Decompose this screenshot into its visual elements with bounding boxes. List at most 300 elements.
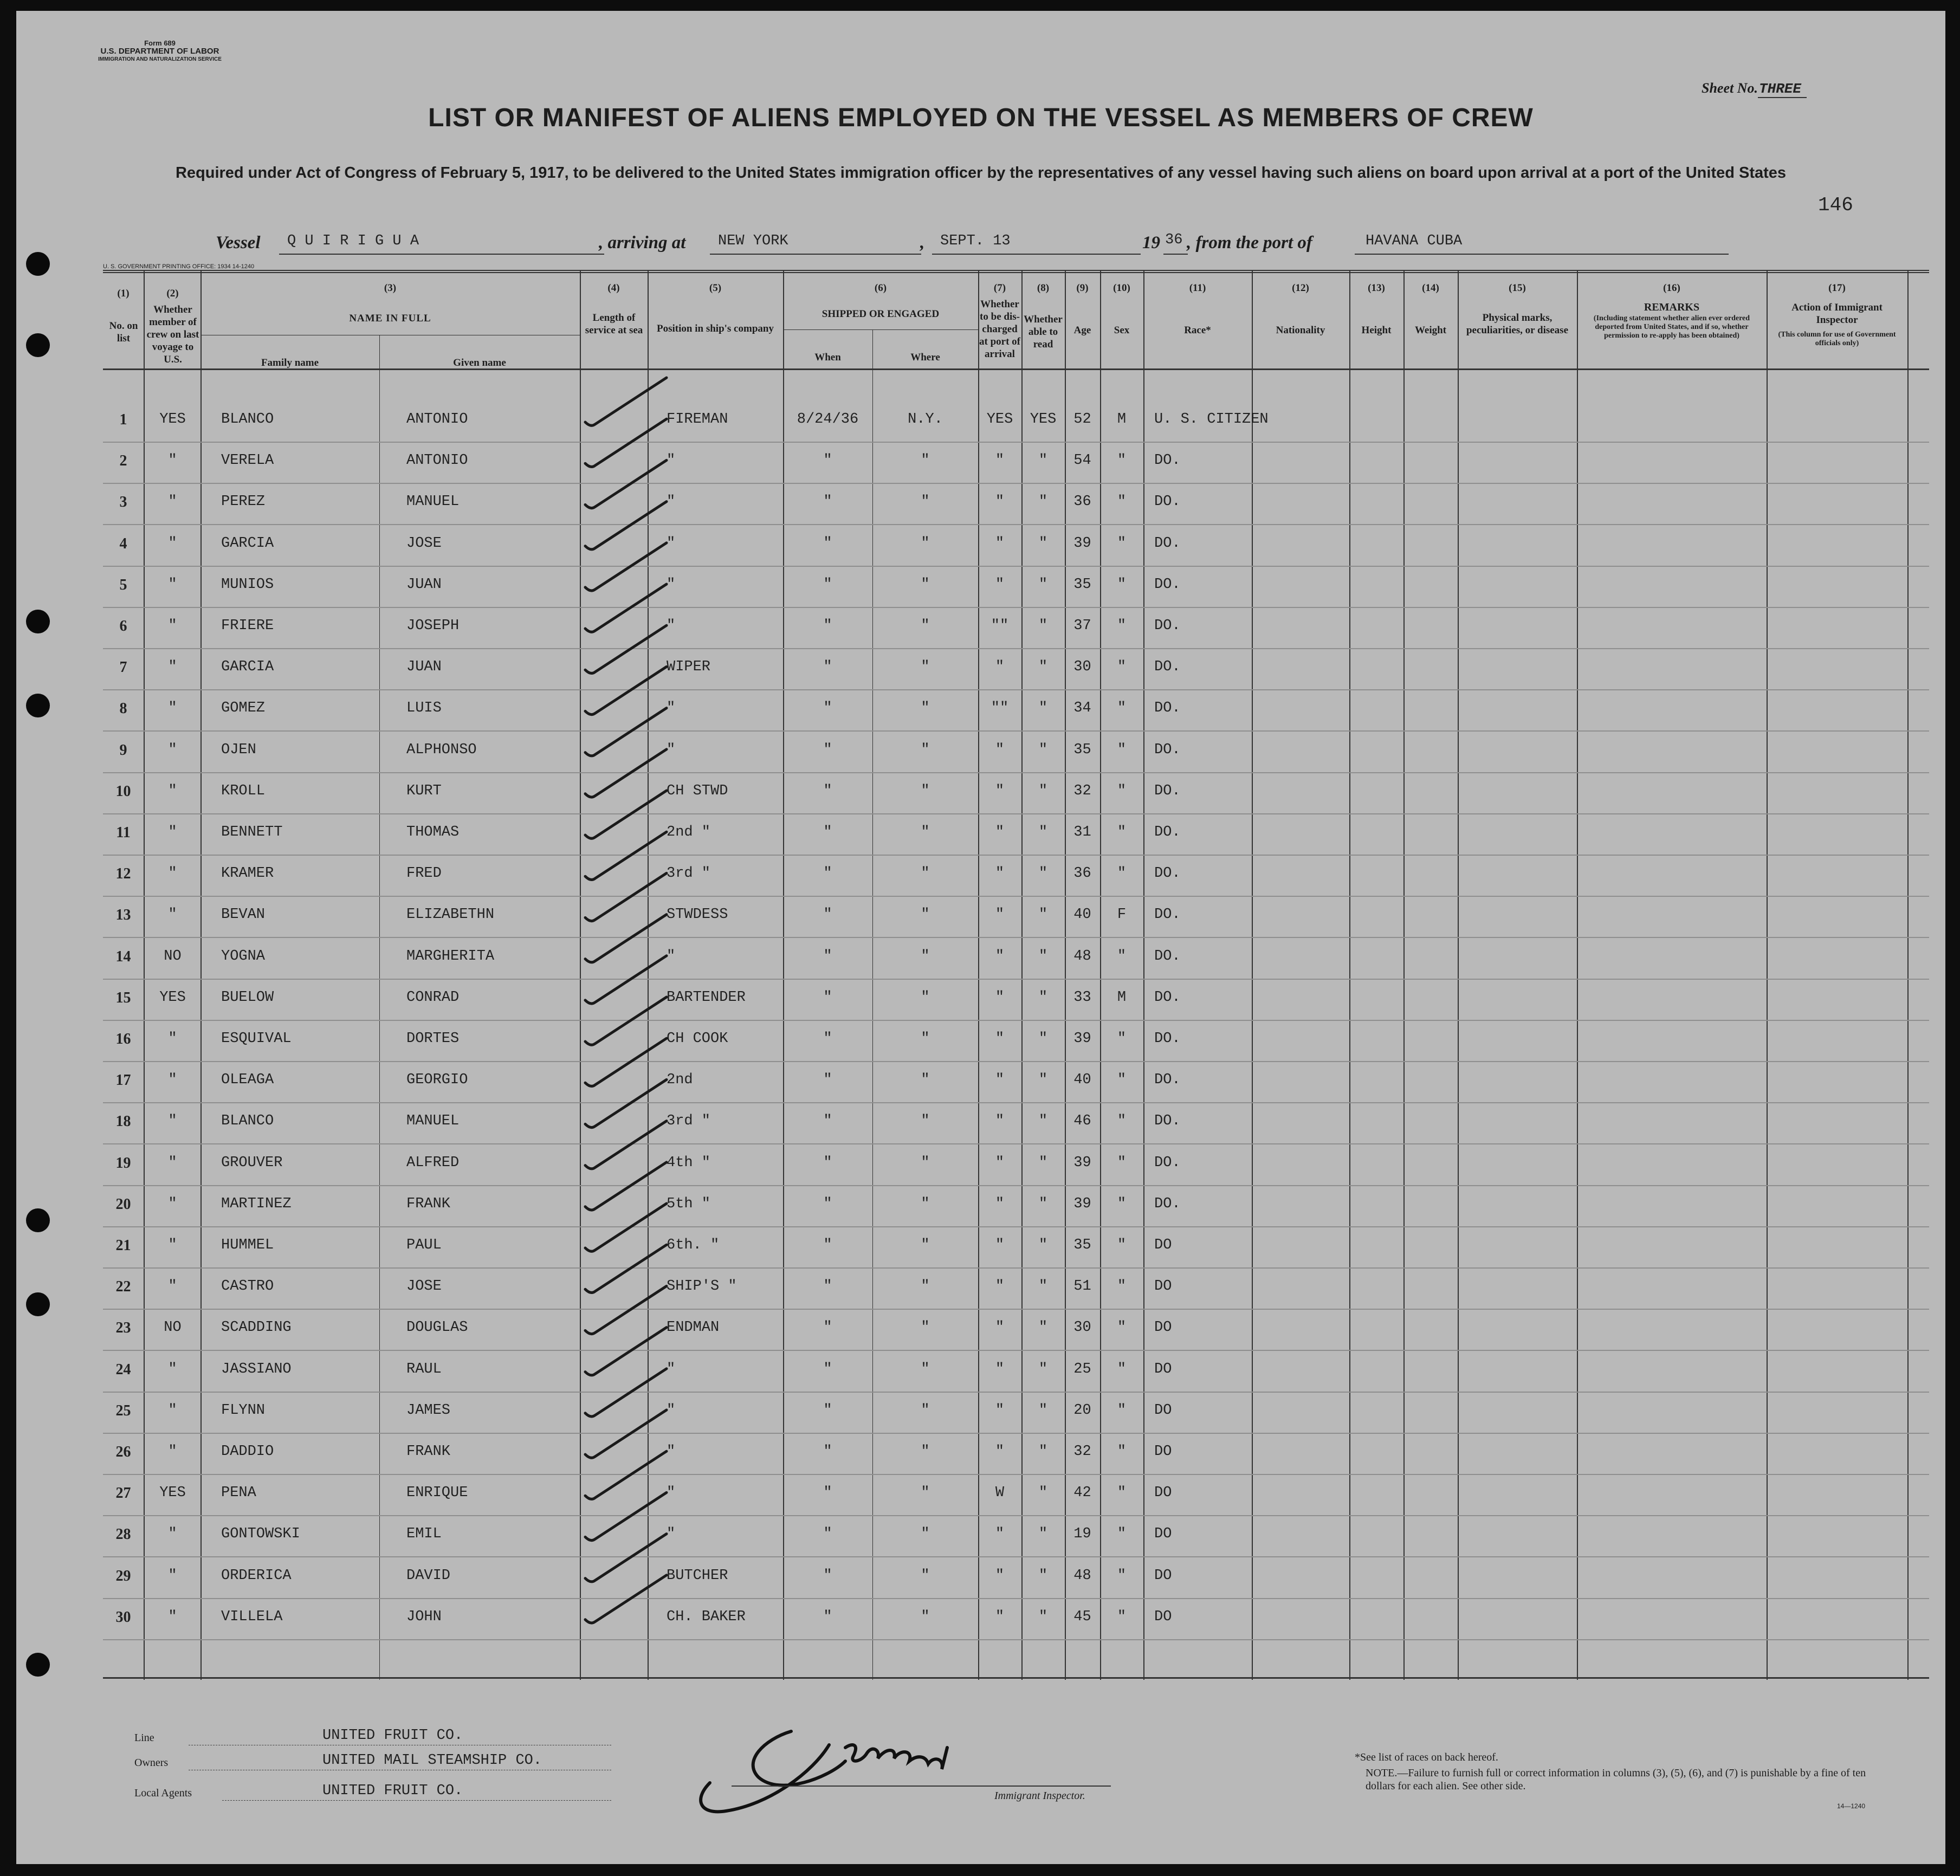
cell-sex: "	[1117, 1568, 1127, 1584]
sheet-number-label: Sheet No.THREE	[1702, 80, 1807, 97]
check-mark	[585, 1121, 667, 1169]
cell-family-name: PEREZ	[221, 494, 266, 510]
cell-position: FIREMAN	[667, 411, 728, 428]
cell-discharged: ""	[991, 618, 1009, 634]
check-mark	[585, 915, 667, 962]
cell-position: CH STWD	[667, 783, 728, 799]
cell-position: "	[667, 700, 676, 716]
cell-race: DO.	[1154, 907, 1181, 923]
cell-race: U. S. CITIZEN	[1154, 411, 1269, 428]
col-num-11: (11)	[1189, 282, 1206, 294]
col-header-height: Height	[1361, 325, 1392, 336]
cell-where: "	[921, 783, 930, 799]
cell-when: "	[823, 1319, 832, 1336]
cell-discharged: "	[995, 989, 1005, 1006]
cell-family-name: OJEN	[221, 742, 256, 758]
cell-age: 39	[1073, 1031, 1091, 1047]
cell-given-name: CONRAD	[406, 989, 460, 1006]
agents-label: Local Agents	[134, 1787, 192, 1799]
cell-age: 32	[1073, 783, 1091, 799]
form-number: Form 689	[144, 39, 176, 47]
cell-family-name: VILLELA	[221, 1609, 283, 1625]
cell-race: DO	[1154, 1568, 1172, 1584]
cell-where: "	[921, 1072, 930, 1088]
cell-when: "	[823, 535, 832, 552]
cell-discharged: "	[995, 907, 1005, 923]
cell-given-name: PAUL	[406, 1237, 442, 1253]
cell-family-name: VERELA	[221, 452, 274, 469]
cell-previous-voyage: "	[168, 1444, 177, 1460]
cell-read: "	[1038, 1031, 1048, 1047]
cell-given-name: ALPHONSO	[406, 742, 477, 758]
cell-read: "	[1038, 1155, 1048, 1171]
cell-given-name: ALFRED	[406, 1155, 460, 1171]
cell-sex: "	[1117, 1444, 1127, 1460]
cell-discharged: "	[995, 783, 1005, 799]
cell-position: 5th "	[667, 1196, 711, 1212]
cell-where: "	[921, 1237, 930, 1253]
cell-discharged: "	[995, 1031, 1005, 1047]
cell-previous-voyage: YES	[159, 411, 186, 428]
cell-family-name: FLYNN	[221, 1402, 266, 1419]
cell-when: "	[823, 618, 832, 634]
cell-position: "	[667, 742, 676, 758]
cell-age: 51	[1073, 1278, 1091, 1295]
cell-sex: "	[1117, 1485, 1127, 1501]
cell-race: DO.	[1154, 535, 1181, 552]
check-mark	[585, 460, 667, 508]
check-mark	[585, 749, 667, 797]
cell-age: 25	[1073, 1361, 1091, 1377]
cell-previous-voyage: YES	[159, 1485, 186, 1501]
cell-when: "	[823, 742, 832, 758]
cell-read: YES	[1030, 411, 1057, 428]
cell-read: "	[1038, 1113, 1048, 1129]
cell-race: DO.	[1154, 742, 1181, 758]
cell-position: BUTCHER	[667, 1568, 728, 1584]
col-header-shipped: SHIPPED OR ENGAGED	[821, 308, 940, 320]
cell-family-name: KROLL	[221, 783, 266, 799]
row-number: 15	[115, 989, 131, 1006]
cell-sex: M	[1117, 411, 1127, 428]
cell-where: "	[921, 1196, 930, 1212]
cell-sex: "	[1117, 577, 1127, 593]
cell-where: "	[921, 948, 930, 965]
cell-read: "	[1038, 948, 1048, 965]
col-num-6: (6)	[874, 282, 887, 294]
cell-given-name: JOHN	[406, 1609, 442, 1625]
cell-when: "	[823, 1402, 832, 1419]
cell-family-name: PENA	[221, 1485, 256, 1501]
cell-sex: "	[1117, 494, 1127, 510]
line-value: UNITED FRUIT CO.	[322, 1728, 463, 1744]
cell-position: CH. BAKER	[667, 1609, 746, 1625]
cell-previous-voyage: "	[168, 1072, 177, 1088]
cell-sex: "	[1117, 742, 1127, 758]
cell-age: 20	[1073, 1402, 1091, 1419]
binder-hole	[26, 1208, 50, 1232]
row-number: 9	[119, 742, 127, 759]
row-number: 7	[119, 659, 127, 676]
cell-race: DO.	[1154, 1072, 1181, 1088]
cell-race: DO.	[1154, 1155, 1181, 1171]
cell-where: "	[921, 907, 930, 923]
cell-previous-voyage: "	[168, 1278, 177, 1295]
arriving-port: NEW YORK	[718, 233, 788, 249]
cell-where: "	[921, 1278, 930, 1295]
cell-age: 52	[1073, 411, 1091, 428]
cell-where: "	[921, 1319, 930, 1336]
cell-previous-voyage: "	[168, 659, 177, 675]
cell-race: DO	[1154, 1526, 1172, 1542]
cell-given-name: ANTONIO	[406, 452, 468, 469]
printing-info: U. S. GOVERNMENT PRINTING OFFICE: 1934 14-1240	[103, 263, 255, 270]
cell-previous-voyage: "	[168, 1402, 177, 1419]
row-number: 26	[115, 1444, 131, 1460]
check-mark	[585, 1038, 667, 1086]
cell-given-name: DORTES	[406, 1031, 460, 1047]
cell-previous-voyage: "	[168, 618, 177, 634]
cell-age: 46	[1073, 1113, 1091, 1129]
cell-family-name: GARCIA	[221, 659, 274, 675]
check-mark	[585, 584, 667, 632]
cell-read: "	[1038, 1526, 1048, 1542]
cell-given-name: THOMAS	[406, 824, 460, 840]
col-num-2: (2)	[166, 288, 179, 299]
check-mark	[585, 419, 667, 467]
cell-discharged: "	[995, 948, 1005, 965]
cell-given-name: RAUL	[406, 1361, 442, 1377]
cell-age: 31	[1073, 824, 1091, 840]
cell-position: STWDESS	[667, 907, 728, 923]
cell-when: "	[823, 1568, 832, 1584]
cell-previous-voyage: "	[168, 1196, 177, 1212]
row-number: 6	[119, 618, 127, 635]
col-header-service: Length of service at sea	[585, 312, 643, 336]
check-mark	[585, 667, 667, 714]
cell-family-name: DADDIO	[221, 1444, 274, 1460]
cell-when: "	[823, 783, 832, 799]
check-mark	[585, 708, 667, 756]
col-header-inspector-note: (This column for use of Government officials only)	[1778, 331, 1896, 347]
cell-read: "	[1038, 618, 1048, 634]
cell-previous-voyage: "	[168, 1526, 177, 1542]
cell-age: 40	[1073, 907, 1091, 923]
vessel-name: Q U I R I G U A	[287, 233, 419, 249]
col-num-17: (17)	[1828, 282, 1846, 294]
cell-sex: "	[1117, 1113, 1127, 1129]
col-header-read: Whether able to read	[1024, 314, 1063, 350]
cell-family-name: MARTINEZ	[221, 1196, 292, 1212]
cell-discharged: YES	[986, 411, 1013, 428]
cell-sex: "	[1117, 1319, 1127, 1336]
cell-read: "	[1038, 659, 1048, 675]
cell-where: "	[921, 535, 930, 552]
cell-sex: M	[1117, 989, 1127, 1006]
cell-previous-voyage: "	[168, 783, 177, 799]
cell-family-name: BLANCO	[221, 1113, 274, 1129]
year-prefix: 19	[1142, 233, 1160, 253]
cell-race: DO.	[1154, 494, 1181, 510]
cell-race: DO	[1154, 1361, 1172, 1377]
cell-sex: "	[1117, 535, 1127, 552]
cell-family-name: BLANCO	[221, 411, 274, 428]
cell-given-name: KURT	[406, 783, 442, 799]
cell-read: "	[1038, 700, 1048, 716]
cell-discharged: "	[995, 1319, 1005, 1336]
col-num-9: (9)	[1076, 282, 1089, 294]
cell-discharged: "	[995, 577, 1005, 593]
cell-when: "	[823, 1609, 832, 1625]
cell-given-name: ENRIQUE	[406, 1485, 468, 1501]
cell-given-name: FRANK	[406, 1444, 451, 1460]
cell-position: "	[667, 1526, 676, 1542]
cell-position: SHIP'S "	[667, 1278, 737, 1295]
cell-where: "	[921, 1444, 930, 1460]
cell-position: 3rd "	[667, 1113, 711, 1129]
cell-given-name: DAVID	[406, 1568, 451, 1584]
cell-where: "	[921, 1485, 930, 1501]
cell-race: DO.	[1154, 618, 1181, 634]
cell-when: "	[823, 1113, 832, 1129]
cell-previous-voyage: "	[168, 1031, 177, 1047]
cell-discharged: "	[995, 535, 1005, 552]
cell-sex: F	[1117, 907, 1127, 923]
cell-age: 35	[1073, 577, 1091, 593]
cell-read: "	[1038, 1568, 1048, 1584]
cell-position: WIPER	[667, 659, 711, 675]
agents-value: UNITED FRUIT CO.	[322, 1783, 463, 1799]
cell-family-name: JASSIANO	[221, 1361, 292, 1377]
cell-sex: "	[1117, 1072, 1127, 1088]
check-mark	[585, 1204, 667, 1251]
row-number: 24	[115, 1361, 131, 1378]
cell-read: "	[1038, 1319, 1048, 1336]
cell-age: 40	[1073, 1072, 1091, 1088]
cell-position: "	[667, 494, 676, 510]
cell-family-name: HUMMEL	[221, 1237, 274, 1253]
service: IMMIGRATION AND NATURALIZATION SERVICE	[98, 56, 222, 62]
cell-age: 30	[1073, 659, 1091, 675]
row-number: 5	[119, 577, 127, 593]
cell-read: "	[1038, 494, 1048, 510]
cell-previous-voyage: "	[168, 1113, 177, 1129]
cell-previous-voyage: "	[168, 494, 177, 510]
cell-sex: "	[1117, 783, 1127, 799]
cell-discharged: "	[995, 1609, 1005, 1625]
row-number: 2	[119, 452, 127, 469]
cell-race: DO	[1154, 1485, 1172, 1501]
col-header-nationality: Nationality	[1276, 325, 1325, 336]
cell-age: 19	[1073, 1526, 1091, 1542]
cell-race: DO	[1154, 1402, 1172, 1419]
cell-given-name: DOUGLAS	[406, 1319, 468, 1336]
cell-sex: "	[1117, 1278, 1127, 1295]
cell-where: N.Y.	[908, 411, 943, 428]
cell-previous-voyage: "	[168, 535, 177, 552]
cell-sex: "	[1117, 700, 1127, 716]
cell-race: DO.	[1154, 659, 1181, 675]
fine-note: NOTE.—Failure to furnish full or correct information in columns (3), (5), (6), and (7) is punishable by a fine of ten dollars for each alien. See other side.	[1366, 1767, 1866, 1792]
form-code: 14—1240	[1837, 1802, 1866, 1810]
col-num-5: (5)	[709, 282, 722, 294]
row-number: 3	[119, 494, 127, 510]
arriving-label: , arriving at	[599, 233, 686, 253]
check-mark	[585, 1328, 667, 1375]
row-number: 21	[115, 1237, 131, 1254]
check-mark	[585, 832, 667, 879]
cell-where: "	[921, 659, 930, 675]
col-num-1: (1)	[117, 288, 130, 299]
cell-previous-voyage: "	[168, 824, 177, 840]
cell-sex: "	[1117, 865, 1127, 882]
cell-sex: "	[1117, 948, 1127, 965]
col-header-given-name: Given name	[453, 357, 506, 368]
col-header-no: No. on list	[109, 320, 138, 344]
cell-read: "	[1038, 1402, 1048, 1419]
check-mark	[585, 1492, 667, 1540]
cell-given-name: JAMES	[406, 1402, 451, 1419]
row-number: 29	[115, 1568, 131, 1584]
cell-given-name: MANUEL	[406, 1113, 460, 1129]
cell-position: "	[667, 1485, 676, 1501]
cell-race: DO.	[1154, 948, 1181, 965]
row-number: 22	[115, 1278, 131, 1295]
departure-port: HAVANA CUBA	[1366, 233, 1463, 249]
cell-discharged: "	[995, 1113, 1005, 1129]
cell-sex: "	[1117, 1237, 1127, 1253]
cell-read: "	[1038, 577, 1048, 593]
cell-position: 3rd "	[667, 865, 711, 882]
cell-race: DO.	[1154, 700, 1181, 716]
cell-family-name: CASTRO	[221, 1278, 274, 1295]
cell-age: 35	[1073, 1237, 1091, 1253]
cell-given-name: JOSEPH	[406, 618, 460, 634]
cell-discharged: "	[995, 1237, 1005, 1253]
cell-family-name: GARCIA	[221, 535, 274, 552]
col-header-inspector-action: Action of Immigrant Inspector	[1791, 302, 1883, 326]
cell-race: DO.	[1154, 577, 1181, 593]
cell-sex: "	[1117, 452, 1127, 469]
cell-family-name: YOGNA	[221, 948, 266, 965]
line-label: Line	[134, 1732, 154, 1744]
vessel-label: Vessel	[216, 233, 261, 253]
check-mark	[585, 1079, 667, 1127]
cell-position: 6th. "	[667, 1237, 720, 1253]
cell-when: 8/24/36	[797, 411, 859, 428]
cell-discharged: "	[995, 742, 1005, 758]
col-header-family-name: Family name	[261, 357, 319, 368]
cell-when: "	[823, 1485, 832, 1501]
from-port-label: , from the port of	[1187, 233, 1312, 253]
cell-position: "	[667, 1402, 676, 1419]
check-mark	[585, 1410, 667, 1458]
cell-family-name: GONTOWSKI	[221, 1526, 300, 1542]
cell-discharged: "	[995, 1196, 1005, 1212]
cell-when: "	[823, 865, 832, 882]
cell-age: 39	[1073, 535, 1091, 552]
cell-family-name: GOMEZ	[221, 700, 266, 716]
inspector-signature	[667, 1696, 1013, 1821]
cell-previous-voyage: "	[168, 865, 177, 882]
col-header-where: Where	[910, 352, 940, 363]
cell-race: DO.	[1154, 1031, 1181, 1047]
cell-age: 48	[1073, 1568, 1091, 1584]
cell-given-name: LUIS	[406, 700, 442, 716]
page-title: LIST OR MANIFEST OF ALIENS EMPLOYED ON THE VESSEL AS MEMBERS OF CREW	[428, 103, 1534, 132]
cell-where: "	[921, 1526, 930, 1542]
row-number: 17	[115, 1072, 131, 1089]
cell-position: "	[667, 535, 676, 552]
col-num-13: (13)	[1368, 282, 1385, 294]
cell-position: CH COOK	[667, 1031, 728, 1047]
cell-position: ENDMAN	[667, 1319, 720, 1336]
row-number: 8	[119, 700, 127, 717]
row-number: 16	[115, 1031, 131, 1047]
cell-where: "	[921, 1031, 930, 1047]
row-number: 19	[115, 1155, 131, 1172]
cell-position: "	[667, 577, 676, 593]
cell-where: "	[921, 494, 930, 510]
cell-sex: "	[1117, 1361, 1127, 1377]
cell-previous-voyage: "	[168, 1568, 177, 1584]
cell-age: 32	[1073, 1444, 1091, 1460]
cell-discharged: "	[995, 1568, 1005, 1584]
form-info	[98, 39, 222, 63]
cell-family-name: GROUVER	[221, 1155, 283, 1171]
races-note: *See list of races on back hereof.	[1355, 1751, 1498, 1763]
cell-age: 39	[1073, 1155, 1091, 1171]
cell-age: 36	[1073, 494, 1091, 510]
col-header-when: When	[814, 352, 841, 363]
cell-where: "	[921, 1361, 930, 1377]
cell-discharged: "	[995, 1444, 1005, 1460]
cell-position: "	[667, 1361, 676, 1377]
check-mark	[585, 1245, 667, 1292]
cell-discharged: "	[995, 1361, 1005, 1377]
cell-race: DO	[1154, 1609, 1172, 1625]
col-num-16: (16)	[1663, 282, 1680, 294]
cell-position: "	[667, 948, 676, 965]
check-mark	[585, 1162, 667, 1210]
cell-when: "	[823, 700, 832, 716]
col-header-remarks: REMARKS	[1644, 301, 1700, 313]
col-header-sex: Sex	[1114, 325, 1130, 336]
cell-previous-voyage: NO	[164, 1319, 182, 1336]
col-header-discharged: Whether to be dis-charged at port of arrival	[979, 299, 1020, 360]
col-num-7: (7)	[993, 282, 1006, 294]
check-mark	[585, 1451, 667, 1499]
cell-read: "	[1038, 535, 1048, 552]
cell-age: 42	[1073, 1485, 1091, 1501]
col-num-14: (14)	[1422, 282, 1439, 294]
owners-label: Owners	[134, 1757, 169, 1769]
cell-previous-voyage: "	[168, 1609, 177, 1625]
cell-when: "	[823, 1444, 832, 1460]
row-number: 23	[115, 1319, 131, 1336]
cell-read: "	[1038, 1278, 1048, 1295]
page-subtitle: Required under Act of Congress of February 5, 1917, to be delivered to the United States immigration officer by the representatives of any vessel having such aliens on board upon arrival at a port of the United States	[175, 164, 1787, 182]
col-num-12: (12)	[1292, 282, 1309, 294]
department: U.S. DEPARTMENT OF LABOR	[100, 47, 219, 56]
cell-given-name: FRANK	[406, 1196, 451, 1212]
cell-previous-voyage: "	[168, 1237, 177, 1253]
col-num-3: (3)	[384, 282, 397, 294]
cell-given-name: JOSE	[406, 535, 442, 552]
cell-position: 2nd	[667, 1072, 693, 1088]
cell-when: "	[823, 989, 832, 1006]
cell-read: "	[1038, 1072, 1048, 1088]
